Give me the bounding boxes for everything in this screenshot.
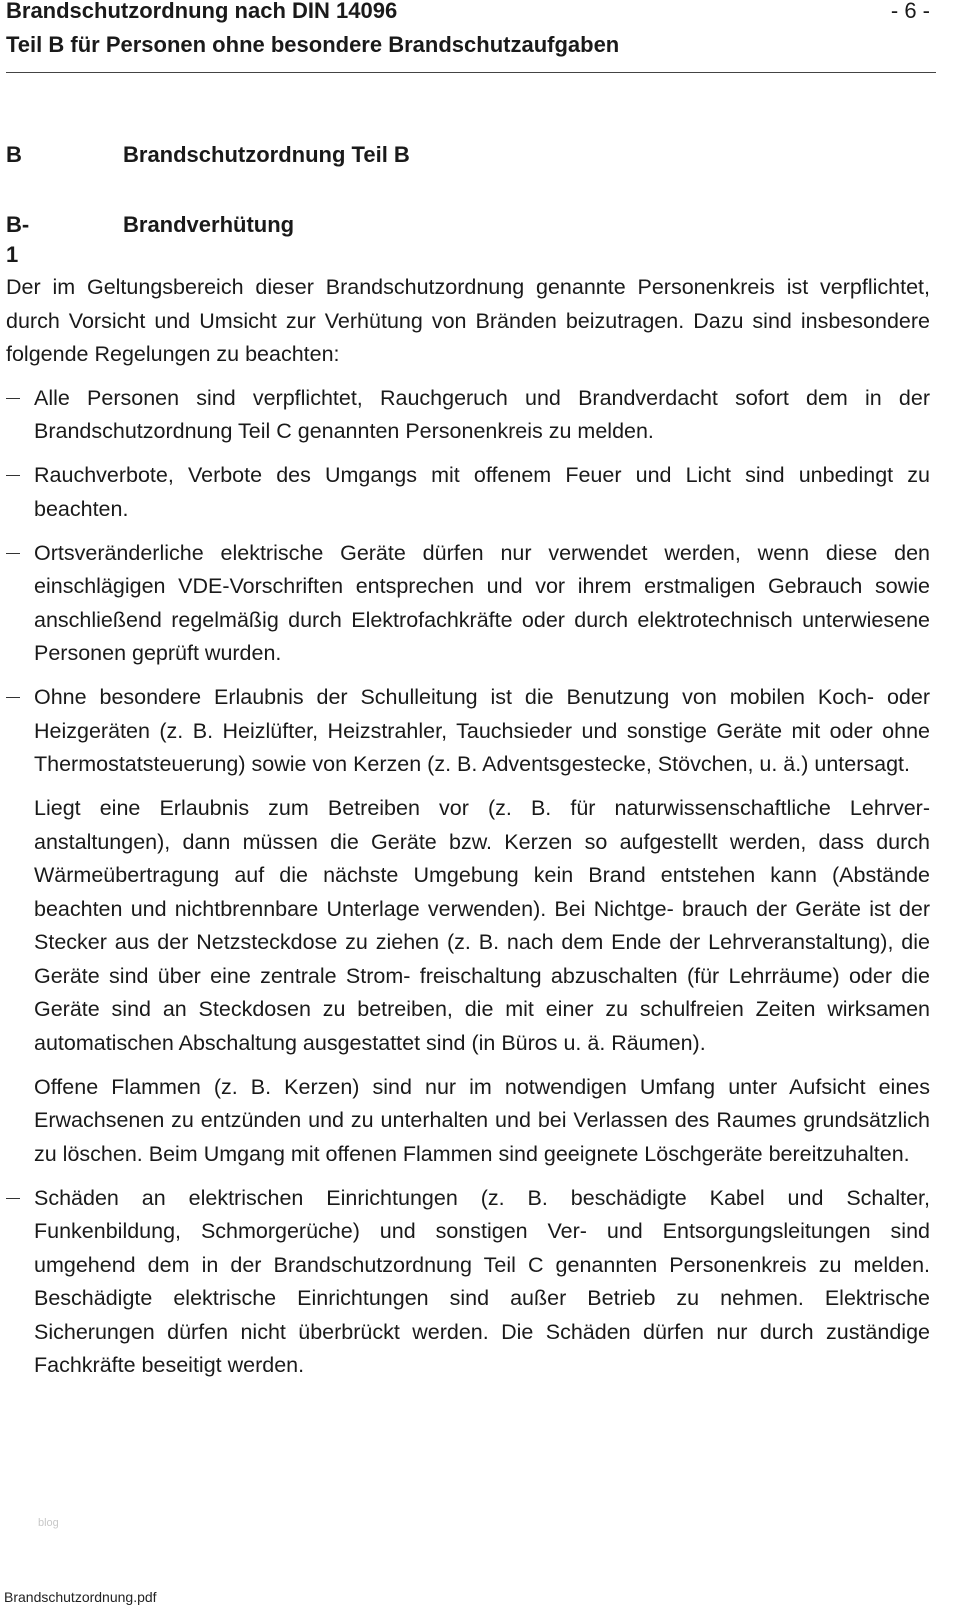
section-title: Brandschutzordnung Teil B (123, 142, 410, 167)
rules-list (6, 382, 930, 1383)
list-item-text: Rauchverbote, Verbote des Umgangs mit offenem Feuer und Licht sind unbedingt zu beachten. (34, 463, 930, 521)
header-subtitle: Teil B für Personen ohne besondere Brandschutzaufgaben (6, 32, 620, 57)
list-item-text: Ohne besondere Erlaubnis der Schulleitung ist die Benutzung von mobilen Koch- oder Heizgeräten (z. B. Heizlüfter, Heizstrahler, Tauchsieder und sonstige Geräte mit oder ohne Thermostatsteuerung) sowie von Kerzen (z. B. Adventsgestecke, Stövchen, u. ä.) untersagt. (34, 685, 930, 776)
list-item (6, 537, 930, 671)
list-item-subparagraph: Offene Flammen (z. B. Kerzen) sind nur im notwendigen Umfang unter Aufsicht eines Erwachsenen zu entzünden und zu unterhalten und bei Verlassen des Raumes grundsätzlich zu löschen. Beim Umgang mit offenen Flammen sind geeignete Löschgeräte bereitzuhalten. (34, 1074, 930, 1166)
list-item-subparagraph: Liegt eine Erlaubnis zum Betreiben vor (z. B. für naturwissenschaftliche Lehrver- anstaltungen), dann müssen die Geräte bzw. Kerzen so aufgestellt werden, dass durch Wärmeübertragung auf die nächste Umgebung kein Brand entstehen kann (Abstände beachten und nichtbrennbare Unterlage verwenden). Bei Nichtge- brauch der Geräte ist der Stecker aus der Netzsteckdose zu ziehen (z. B. nach dem Ende der Lehrveranstaltung), die Geräte sind über eine zentrale Strom- freischaltung abzuschalten (für Lehrräume) oder die Geräte sind an Steckdosen zu betreiben, die mit einer zu schulfreien Zeiten wirksamen automatischen Abschaltung ausgestattet sind (in Büros u. ä. Räumen). (34, 796, 930, 1055)
dash-bullet-icon (6, 697, 20, 698)
list-item (6, 681, 930, 1171)
section-number: B (6, 142, 22, 167)
list-item-text: Alle Personen sind verpflichtet, Rauchgeruch und Brandverdacht sofort dem in der Brandschutzordnung Teil C genannten Personenkreis zu melden. (34, 385, 930, 443)
dash-bullet-icon (6, 553, 20, 554)
list-item-text: Schäden an elektrischen Einrichtungen (z. B. beschädigte Kabel und Schalter, Funkenbildung, Schmorgerüche) und sonstigen Ver- und Entsorgungsleitungen sind umgehend dem in der Brandschutzordnung Teil C genannten Personenkreis zu melden. Beschädigte elektrische Einrichtungen sind außer Betrieb zu nehmen. Elektrische Sicherungen dürfen nicht überbrückt werden. Die Schäden dürfen nur durch zuständige Fachkräfte beseitigt werden. (34, 1185, 930, 1377)
intro-paragraph: Der im Geltungsbereich dieser Brandschutzordnung genannte Personenkreis ist verpflichtet, durch Vorsicht und Umsicht zur Verhütung von Bränden beizutragen. Dazu sind insbesondere folgende Regelungen zu beachten: (6, 275, 930, 366)
list-item (6, 382, 930, 449)
dash-bullet-icon (6, 1198, 20, 1199)
list-item (6, 459, 930, 526)
dash-bullet-icon (6, 475, 20, 476)
section-number: B-1 (6, 212, 30, 267)
body-text (6, 271, 930, 1393)
footer-watermark: blog (38, 1517, 59, 1529)
page-number: - 6 - (890, 0, 930, 23)
header-title: Brandschutzordnung nach DIN 14096 (6, 0, 398, 23)
section-title: Brandverhütung (123, 212, 295, 237)
list-item-text: Ortsveränderliche elektrische Geräte dürfen nur verwendet werden, wenn diese den einschlägigen VDE-Vorschriften entsprechen und vor ihrem erstmaligen Gebrauch sowie anschließend regelmäßig durch Elektrofachkräfte oder durch elektrotechnisch unterwiesene Personen geprüft wurden. (34, 540, 930, 665)
footer-filename: Brandschutzordnung.pdf (4, 1589, 157, 1605)
dash-bullet-icon (6, 398, 20, 399)
list-item (6, 1182, 930, 1383)
page-header (6, 0, 936, 73)
